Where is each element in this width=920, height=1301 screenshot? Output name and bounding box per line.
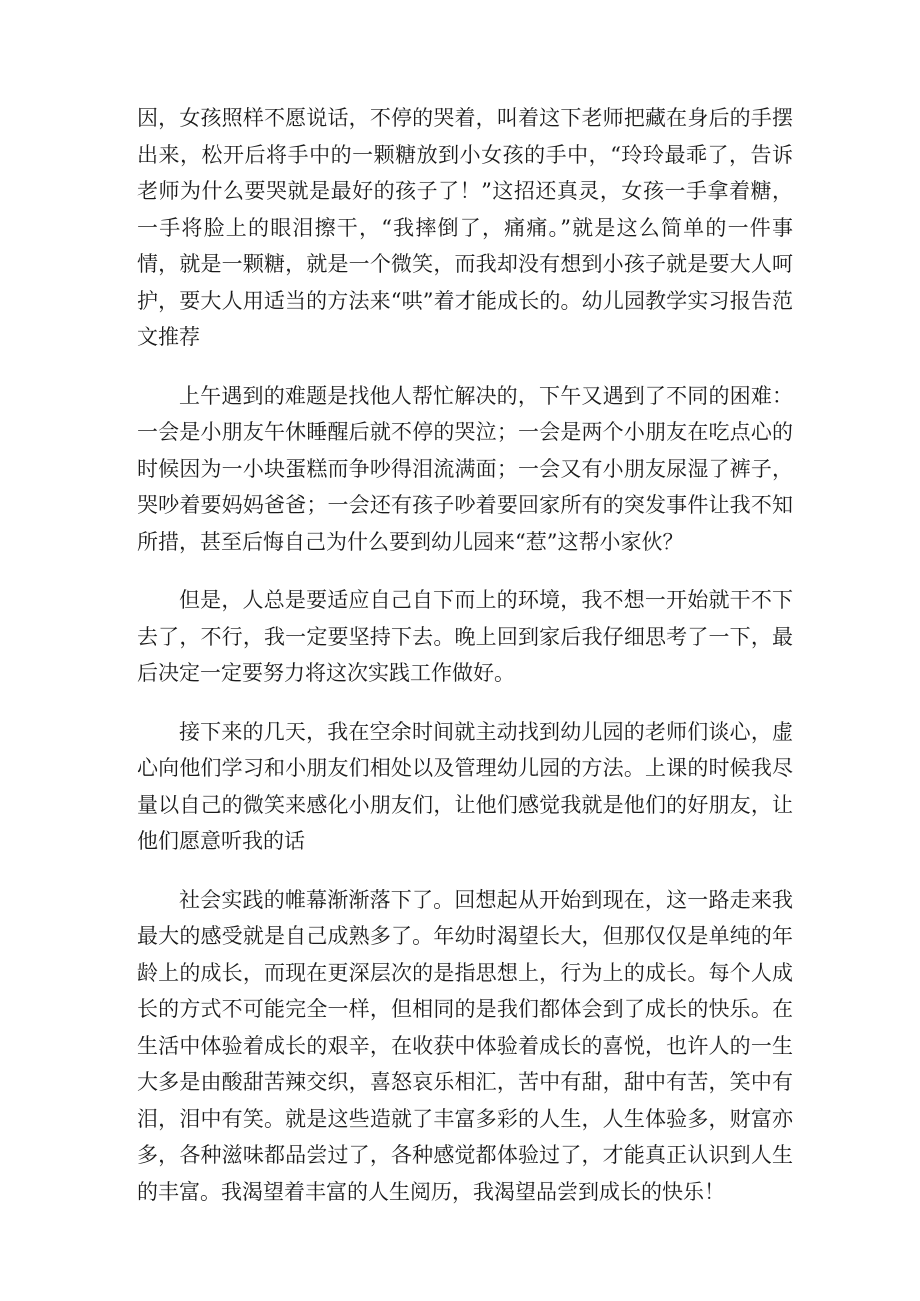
paragraph-1: 因，女孩照样不愿说话，不停的哭着，叫着这下老师把藏在身后的手摆出来，松开后将手中的一颗糖放到小女孩的手中，“玲玲最乖了，告诉老师为什么要哭就是最好的孩子了！”这招还真灵，女孩一手拿着糖，一手将脸上的眼泪擦干，“我摔倒了，痛痛。”就是这么简单的一件事情，就是一颗糖，就是一个微笑，而我却没有想到小孩子就是要大人呵护，要大人用适当的方法来“哄”着才能成长的。幼儿园教学实习报告范文推荐 xyxy=(137,106,793,349)
paragraph-2: 上午遇到的难题是找他人帮忙解决的，下午又遇到了不同的困难：一会是小朋友午休睡醒后就不停的哭泣；一会是两个小朋友在吃点心的时候因为一小块蛋糕而争吵得泪流满面；一会又有小朋友尿湿了裤子，哭吵着要妈妈爸爸；一会还有孩子吵着要回家所有的突发事件让我不知所措，甚至后悔自己为什么要到幼儿园来“惹”这帮小家伙？ xyxy=(137,383,793,554)
paragraph-5: 社会实践的帷幕渐渐落下了。回想起从开始到现在，这一路走来我最大的感受就是自己成熟多了。年幼时渴望长大，但那仅仅是单纯的年龄上的成长，而现在更深层次的是指思想上，行为上的成长。每个人成长的方式不可能完全一样，但相同的是我们都体会到了成长的快乐。在生活中体验着成长的艰辛，在收获中体验着成长的喜悦，也许人的一生大多是由酸甜苦辣交织，喜怒哀乐相汇，苦中有甜，甜中有苦，笑中有泪，泪中有笑。就是这些造就了丰富多彩的人生，人生体验多，财富亦多，各种滋味都品尝过了，各种感觉都体验过了，才能真正认识到人生的丰富。我渴望着丰富的人生阅历，我渴望品尝到成长的快乐！ xyxy=(137,887,793,1204)
paragraph-4: 接下来的几天，我在空余时间就主动找到幼儿园的老师们谈心，虚心向他们学习和小朋友们相处以及管理幼儿园的方法。上课的时候我尽量以自己的微笑来感化小朋友们，让他们感觉我就是他们的好朋友，让他们愿意听我的话 xyxy=(137,719,793,853)
paragraph-3: 但是，人总是要适应自己自下而上的环境，我不想一开始就干不下去了，不行，我一定要坚持下去。晚上回到家后我仔细思考了一下，最后决定一定要努力将这次实践工作做好。 xyxy=(137,588,793,685)
document-body xyxy=(137,100,793,1232)
